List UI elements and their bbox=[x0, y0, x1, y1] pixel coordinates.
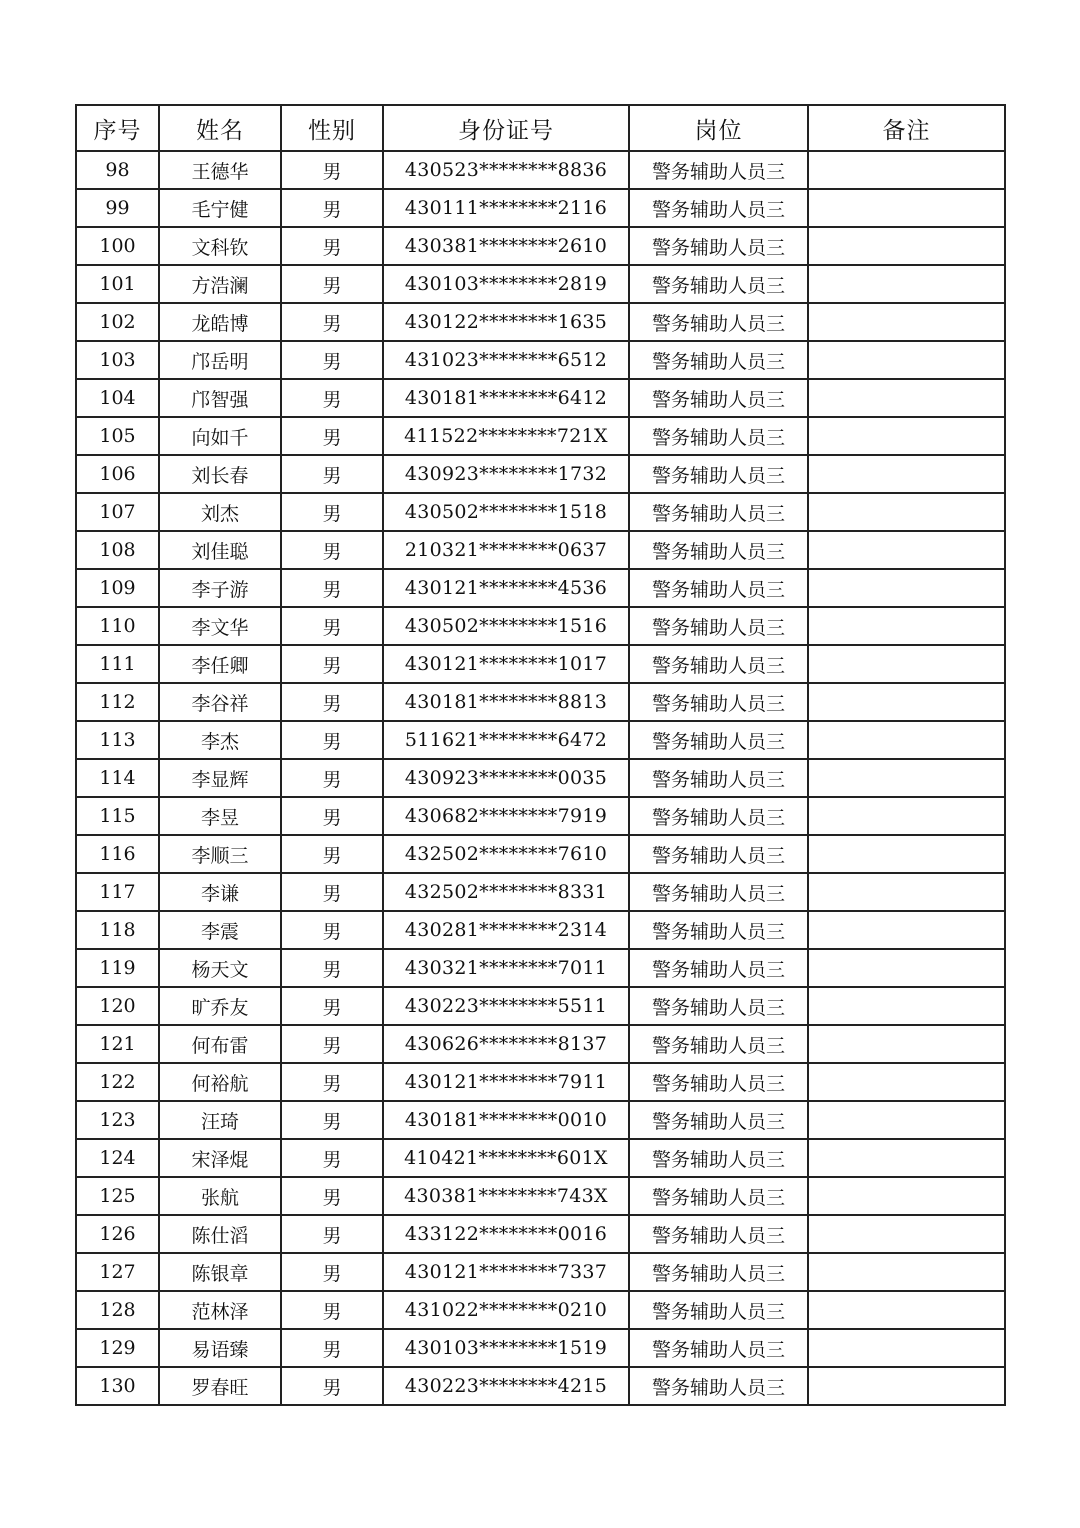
cell-note bbox=[808, 341, 1005, 379]
cell-post: 警务辅助人员三 bbox=[629, 303, 808, 341]
cell-name: 李显辉 bbox=[159, 759, 281, 797]
cell-id-number: 430923********0035 bbox=[383, 759, 629, 797]
cell-gender: 男 bbox=[281, 1367, 383, 1405]
table-row bbox=[76, 379, 1005, 417]
cell-post: 警务辅助人员三 bbox=[629, 607, 808, 645]
cell-note bbox=[808, 1025, 1005, 1063]
cell-post: 警务辅助人员三 bbox=[629, 455, 808, 493]
cell-post: 警务辅助人员三 bbox=[629, 987, 808, 1025]
cell-id-number: 410421********601X bbox=[383, 1139, 629, 1177]
table-row bbox=[76, 227, 1005, 265]
cell-post: 警务辅助人员三 bbox=[629, 1215, 808, 1253]
cell-gender: 男 bbox=[281, 607, 383, 645]
cell-post: 警务辅助人员三 bbox=[629, 151, 808, 189]
roster-body bbox=[76, 151, 1005, 1405]
table-row bbox=[76, 759, 1005, 797]
cell-note bbox=[808, 683, 1005, 721]
table-row bbox=[76, 873, 1005, 911]
header-note: 备注 bbox=[808, 105, 1005, 151]
cell-note bbox=[808, 1139, 1005, 1177]
cell-name: 李谦 bbox=[159, 873, 281, 911]
cell-id-number: 511621********6472 bbox=[383, 721, 629, 759]
cell-note bbox=[808, 227, 1005, 265]
table-row bbox=[76, 265, 1005, 303]
cell-gender: 男 bbox=[281, 379, 383, 417]
cell-note bbox=[808, 379, 1005, 417]
cell-gender: 男 bbox=[281, 265, 383, 303]
cell-index: 98 bbox=[76, 151, 159, 189]
table-row bbox=[76, 341, 1005, 379]
table-row bbox=[76, 1177, 1005, 1215]
cell-name: 邝岳明 bbox=[159, 341, 281, 379]
cell-name: 李谷祥 bbox=[159, 683, 281, 721]
cell-name: 文科钦 bbox=[159, 227, 281, 265]
cell-id-number: 430923********1732 bbox=[383, 455, 629, 493]
cell-name: 陈银章 bbox=[159, 1253, 281, 1291]
cell-name: 李任卿 bbox=[159, 645, 281, 683]
cell-post: 警务辅助人员三 bbox=[629, 1177, 808, 1215]
cell-post: 警务辅助人员三 bbox=[629, 1291, 808, 1329]
table-row bbox=[76, 151, 1005, 189]
cell-post: 警务辅助人员三 bbox=[629, 835, 808, 873]
cell-gender: 男 bbox=[281, 417, 383, 455]
cell-gender: 男 bbox=[281, 455, 383, 493]
cell-note bbox=[808, 645, 1005, 683]
cell-id-number: 432502********7610 bbox=[383, 835, 629, 873]
cell-id-number: 411522********721X bbox=[383, 417, 629, 455]
table-row bbox=[76, 1101, 1005, 1139]
cell-id-number: 430682********7919 bbox=[383, 797, 629, 835]
cell-id-number: 433122********0016 bbox=[383, 1215, 629, 1253]
table-row bbox=[76, 683, 1005, 721]
cell-index: 105 bbox=[76, 417, 159, 455]
cell-index: 126 bbox=[76, 1215, 159, 1253]
cell-index: 104 bbox=[76, 379, 159, 417]
cell-gender: 男 bbox=[281, 531, 383, 569]
cell-index: 101 bbox=[76, 265, 159, 303]
cell-note bbox=[808, 949, 1005, 987]
header-name: 姓名 bbox=[159, 105, 281, 151]
cell-name: 杨天文 bbox=[159, 949, 281, 987]
cell-id-number: 430181********0010 bbox=[383, 1101, 629, 1139]
cell-note bbox=[808, 1101, 1005, 1139]
cell-note bbox=[808, 1063, 1005, 1101]
cell-note bbox=[808, 531, 1005, 569]
cell-note bbox=[808, 835, 1005, 873]
cell-name: 李子游 bbox=[159, 569, 281, 607]
cell-gender: 男 bbox=[281, 759, 383, 797]
cell-index: 123 bbox=[76, 1101, 159, 1139]
cell-index: 118 bbox=[76, 911, 159, 949]
cell-name: 易语臻 bbox=[159, 1329, 281, 1367]
cell-name: 罗春旺 bbox=[159, 1367, 281, 1405]
cell-index: 107 bbox=[76, 493, 159, 531]
table-row bbox=[76, 455, 1005, 493]
cell-name: 李顺三 bbox=[159, 835, 281, 873]
cell-name: 陈仕滔 bbox=[159, 1215, 281, 1253]
cell-post: 警务辅助人员三 bbox=[629, 873, 808, 911]
cell-name: 宋泽焜 bbox=[159, 1139, 281, 1177]
cell-id-number: 430111********2116 bbox=[383, 189, 629, 227]
table-row bbox=[76, 493, 1005, 531]
cell-post: 警务辅助人员三 bbox=[629, 1101, 808, 1139]
cell-name: 毛宁健 bbox=[159, 189, 281, 227]
cell-gender: 男 bbox=[281, 911, 383, 949]
cell-id-number: 430103********1519 bbox=[383, 1329, 629, 1367]
cell-post: 警务辅助人员三 bbox=[629, 721, 808, 759]
cell-id-number: 210321********0637 bbox=[383, 531, 629, 569]
cell-id-number: 430281********2314 bbox=[383, 911, 629, 949]
cell-name: 李震 bbox=[159, 911, 281, 949]
cell-note bbox=[808, 303, 1005, 341]
cell-index: 113 bbox=[76, 721, 159, 759]
cell-name: 何布雷 bbox=[159, 1025, 281, 1063]
table-row bbox=[76, 1025, 1005, 1063]
cell-name: 张航 bbox=[159, 1177, 281, 1215]
table-row bbox=[76, 911, 1005, 949]
cell-gender: 男 bbox=[281, 189, 383, 227]
cell-name: 王德华 bbox=[159, 151, 281, 189]
cell-gender: 男 bbox=[281, 1329, 383, 1367]
cell-name: 刘佳聪 bbox=[159, 531, 281, 569]
table-row bbox=[76, 1215, 1005, 1253]
cell-id-number: 432502********8331 bbox=[383, 873, 629, 911]
cell-post: 警务辅助人员三 bbox=[629, 1253, 808, 1291]
cell-gender: 男 bbox=[281, 873, 383, 911]
cell-post: 警务辅助人员三 bbox=[629, 493, 808, 531]
cell-index: 121 bbox=[76, 1025, 159, 1063]
header-id-number: 身份证号 bbox=[383, 105, 629, 151]
cell-post: 警务辅助人员三 bbox=[629, 227, 808, 265]
cell-name: 李昱 bbox=[159, 797, 281, 835]
cell-name: 刘杰 bbox=[159, 493, 281, 531]
cell-id-number: 430121********4536 bbox=[383, 569, 629, 607]
cell-index: 114 bbox=[76, 759, 159, 797]
cell-gender: 男 bbox=[281, 1253, 383, 1291]
cell-gender: 男 bbox=[281, 721, 383, 759]
cell-name: 汪琦 bbox=[159, 1101, 281, 1139]
cell-note bbox=[808, 607, 1005, 645]
cell-index: 108 bbox=[76, 531, 159, 569]
cell-note bbox=[808, 1253, 1005, 1291]
cell-name: 范林泽 bbox=[159, 1291, 281, 1329]
cell-gender: 男 bbox=[281, 1139, 383, 1177]
cell-post: 警务辅助人员三 bbox=[629, 911, 808, 949]
cell-note bbox=[808, 759, 1005, 797]
cell-post: 警务辅助人员三 bbox=[629, 1329, 808, 1367]
cell-note bbox=[808, 265, 1005, 303]
cell-id-number: 430181********8813 bbox=[383, 683, 629, 721]
table-row bbox=[76, 721, 1005, 759]
cell-post: 警务辅助人员三 bbox=[629, 1063, 808, 1101]
cell-gender: 男 bbox=[281, 1215, 383, 1253]
cell-post: 警务辅助人员三 bbox=[629, 379, 808, 417]
cell-index: 125 bbox=[76, 1177, 159, 1215]
cell-note bbox=[808, 1291, 1005, 1329]
cell-name: 向如千 bbox=[159, 417, 281, 455]
cell-gender: 男 bbox=[281, 569, 383, 607]
cell-note bbox=[808, 911, 1005, 949]
table-row bbox=[76, 1253, 1005, 1291]
cell-index: 127 bbox=[76, 1253, 159, 1291]
cell-id-number: 430223********5511 bbox=[383, 987, 629, 1025]
table-row bbox=[76, 645, 1005, 683]
cell-note bbox=[808, 189, 1005, 227]
cell-gender: 男 bbox=[281, 683, 383, 721]
cell-gender: 男 bbox=[281, 1063, 383, 1101]
cell-index: 106 bbox=[76, 455, 159, 493]
cell-gender: 男 bbox=[281, 151, 383, 189]
table-row bbox=[76, 835, 1005, 873]
cell-post: 警务辅助人员三 bbox=[629, 759, 808, 797]
cell-index: 117 bbox=[76, 873, 159, 911]
cell-post: 警务辅助人员三 bbox=[629, 569, 808, 607]
cell-gender: 男 bbox=[281, 493, 383, 531]
table-row bbox=[76, 189, 1005, 227]
cell-post: 警务辅助人员三 bbox=[629, 189, 808, 227]
cell-note bbox=[808, 1367, 1005, 1405]
cell-id-number: 431023********6512 bbox=[383, 341, 629, 379]
cell-index: 99 bbox=[76, 189, 159, 227]
cell-id-number: 430121********7337 bbox=[383, 1253, 629, 1291]
cell-gender: 男 bbox=[281, 797, 383, 835]
cell-id-number: 430502********1518 bbox=[383, 493, 629, 531]
table-row bbox=[76, 1063, 1005, 1101]
table-row bbox=[76, 1367, 1005, 1405]
cell-id-number: 430121********7911 bbox=[383, 1063, 629, 1101]
cell-note bbox=[808, 873, 1005, 911]
cell-post: 警务辅助人员三 bbox=[629, 341, 808, 379]
cell-id-number: 431022********0210 bbox=[383, 1291, 629, 1329]
cell-gender: 男 bbox=[281, 303, 383, 341]
cell-id-number: 430502********1516 bbox=[383, 607, 629, 645]
cell-gender: 男 bbox=[281, 1291, 383, 1329]
cell-note bbox=[808, 1329, 1005, 1367]
cell-note bbox=[808, 151, 1005, 189]
cell-gender: 男 bbox=[281, 645, 383, 683]
cell-name: 旷乔友 bbox=[159, 987, 281, 1025]
cell-index: 119 bbox=[76, 949, 159, 987]
table-row bbox=[76, 1329, 1005, 1367]
cell-id-number: 430523********8836 bbox=[383, 151, 629, 189]
cell-id-number: 430381********2610 bbox=[383, 227, 629, 265]
cell-name: 方浩澜 bbox=[159, 265, 281, 303]
cell-note bbox=[808, 721, 1005, 759]
cell-id-number: 430321********7011 bbox=[383, 949, 629, 987]
cell-post: 警务辅助人员三 bbox=[629, 645, 808, 683]
cell-index: 122 bbox=[76, 1063, 159, 1101]
cell-gender: 男 bbox=[281, 341, 383, 379]
cell-gender: 男 bbox=[281, 949, 383, 987]
cell-id-number: 430121********1017 bbox=[383, 645, 629, 683]
cell-index: 124 bbox=[76, 1139, 159, 1177]
cell-gender: 男 bbox=[281, 1177, 383, 1215]
cell-note bbox=[808, 417, 1005, 455]
header-row bbox=[76, 105, 1005, 151]
cell-gender: 男 bbox=[281, 227, 383, 265]
cell-index: 115 bbox=[76, 797, 159, 835]
table-row bbox=[76, 417, 1005, 455]
header-index: 序号 bbox=[76, 105, 159, 151]
cell-name: 李文华 bbox=[159, 607, 281, 645]
cell-name: 刘长春 bbox=[159, 455, 281, 493]
cell-post: 警务辅助人员三 bbox=[629, 1367, 808, 1405]
table-row bbox=[76, 569, 1005, 607]
cell-id-number: 430181********6412 bbox=[383, 379, 629, 417]
cell-post: 警务辅助人员三 bbox=[629, 797, 808, 835]
table-row bbox=[76, 531, 1005, 569]
cell-name: 李杰 bbox=[159, 721, 281, 759]
cell-index: 129 bbox=[76, 1329, 159, 1367]
table-row bbox=[76, 797, 1005, 835]
cell-post: 警务辅助人员三 bbox=[629, 531, 808, 569]
table-row bbox=[76, 607, 1005, 645]
cell-note bbox=[808, 493, 1005, 531]
cell-post: 警务辅助人员三 bbox=[629, 265, 808, 303]
cell-index: 128 bbox=[76, 1291, 159, 1329]
table-row bbox=[76, 303, 1005, 341]
cell-index: 100 bbox=[76, 227, 159, 265]
cell-gender: 男 bbox=[281, 1101, 383, 1139]
cell-index: 103 bbox=[76, 341, 159, 379]
cell-id-number: 430223********4215 bbox=[383, 1367, 629, 1405]
cell-index: 110 bbox=[76, 607, 159, 645]
cell-gender: 男 bbox=[281, 987, 383, 1025]
cell-id-number: 430122********1635 bbox=[383, 303, 629, 341]
cell-note bbox=[808, 1177, 1005, 1215]
cell-name: 邝智强 bbox=[159, 379, 281, 417]
table-row bbox=[76, 987, 1005, 1025]
cell-note bbox=[808, 1215, 1005, 1253]
cell-id-number: 430103********2819 bbox=[383, 265, 629, 303]
cell-index: 111 bbox=[76, 645, 159, 683]
cell-note bbox=[808, 987, 1005, 1025]
header-post: 岗位 bbox=[629, 105, 808, 151]
cell-note bbox=[808, 569, 1005, 607]
cell-index: 120 bbox=[76, 987, 159, 1025]
cell-post: 警务辅助人员三 bbox=[629, 1139, 808, 1177]
table-row bbox=[76, 1291, 1005, 1329]
table-row bbox=[76, 949, 1005, 987]
cell-note bbox=[808, 797, 1005, 835]
cell-index: 109 bbox=[76, 569, 159, 607]
header-gender: 性别 bbox=[281, 105, 383, 151]
cell-post: 警务辅助人员三 bbox=[629, 417, 808, 455]
cell-gender: 男 bbox=[281, 1025, 383, 1063]
cell-note bbox=[808, 455, 1005, 493]
table-row bbox=[76, 1139, 1005, 1177]
cell-post: 警务辅助人员三 bbox=[629, 949, 808, 987]
roster-table bbox=[75, 104, 1006, 1406]
cell-post: 警务辅助人员三 bbox=[629, 1025, 808, 1063]
cell-post: 警务辅助人员三 bbox=[629, 683, 808, 721]
cell-index: 130 bbox=[76, 1367, 159, 1405]
cell-name: 龙皓博 bbox=[159, 303, 281, 341]
cell-name: 何裕航 bbox=[159, 1063, 281, 1101]
cell-gender: 男 bbox=[281, 835, 383, 873]
cell-id-number: 430381********743X bbox=[383, 1177, 629, 1215]
cell-index: 102 bbox=[76, 303, 159, 341]
cell-id-number: 430626********8137 bbox=[383, 1025, 629, 1063]
cell-index: 112 bbox=[76, 683, 159, 721]
cell-index: 116 bbox=[76, 835, 159, 873]
